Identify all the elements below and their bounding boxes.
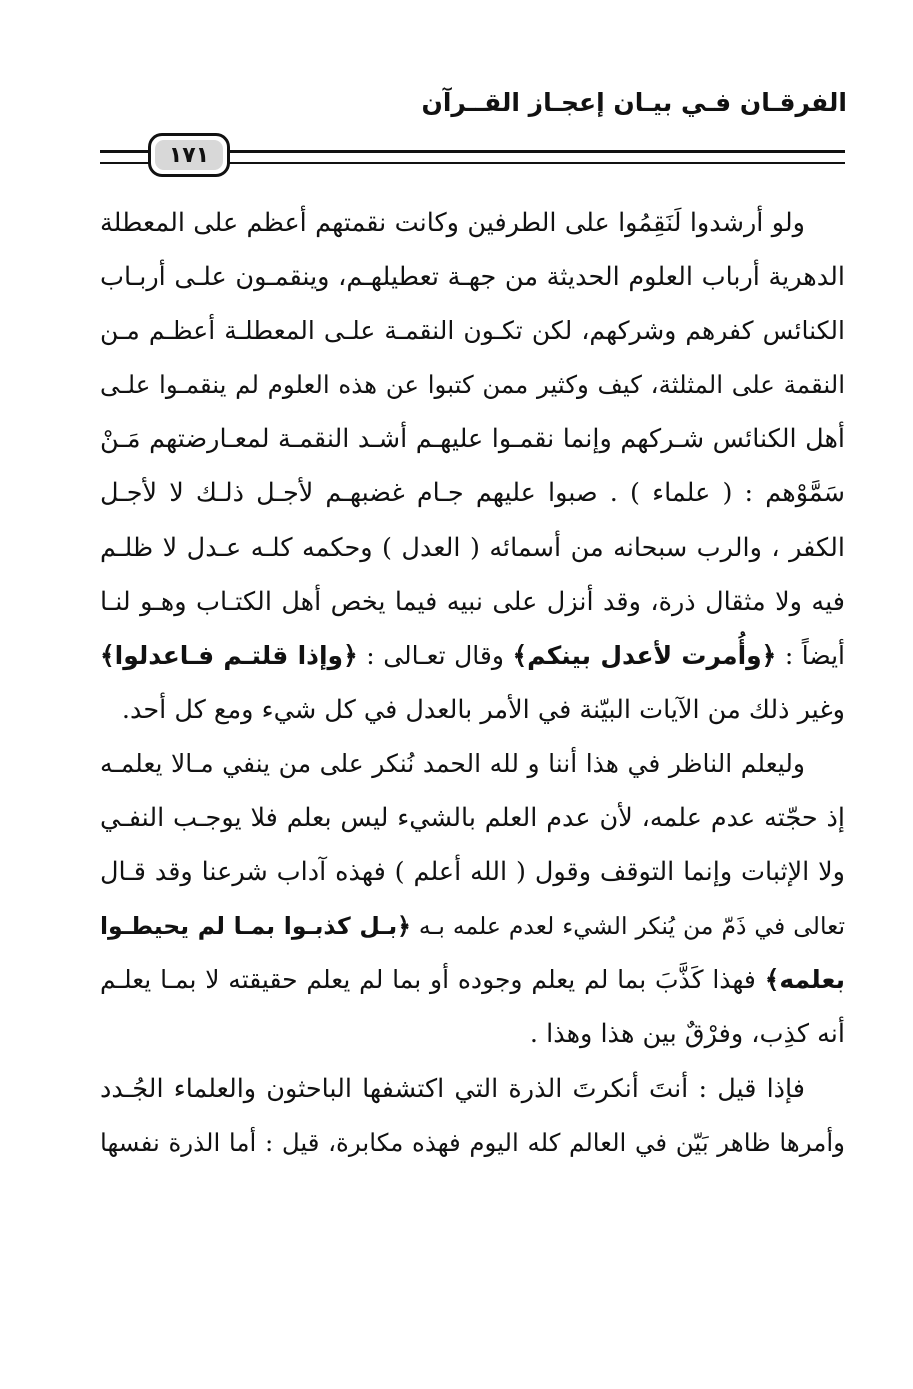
text-line	[100, 953, 845, 1007]
text-line: وأمرها ظاهر بَيّن في العالم كله اليوم فهذه مكابرة، قيل : أما الذرة نفسها	[100, 1127, 845, 1157]
text-segment: فهذا كَذَّبَ بما لم يعلم وجوده أو بما لم يعلم حقيقته لا بمـا يعلـم	[100, 965, 756, 995]
text-segment: أيضاً :	[784, 640, 845, 670]
quran-quote: بعلمه﴾	[764, 965, 845, 995]
text-line	[100, 629, 845, 683]
text-line: الكنائس كفرهم وشركهم، لكن تكـون النقمـة علـى المعطلـة أعظـم مـن	[100, 316, 845, 346]
text-line: فإذا قيل : أنتَ أنكرتَ الذرة التي اكتشفها الباحثون والعلماء الجُـدد	[100, 1073, 805, 1104]
text-segment: وقال تعـالى :	[366, 640, 504, 670]
text-line: إذ حجّته عدم علمه، لأن عدم العلم بالشيء ليس بعلم فلا يوجـب النفـي	[100, 803, 845, 834]
page-number-frame	[148, 133, 230, 177]
text-line: أهل الكنائس شـركهم وإنما نقمـوا عليهـم أشـد النقمـة لمعـارضتهم مَـنْ	[100, 424, 845, 455]
quran-quote: ﴿بـل كذبـوا بمـا لم يحيطـوا	[100, 912, 411, 941]
text-line: الدهرية أرباب العلوم الحديثة من جهـة تعطيلهـم، وينقمـون علـى أربـاب	[100, 262, 845, 293]
text-line: فيه ولا مثقال ذرة، وقد أنزل على نبيه فيما يخص أهل الكتـاب وهـو لنـا	[100, 586, 845, 617]
text-line: الكفر ، والرب سبحانه من أسمائه ( العدل ) وحكمه كلـه عـدل لا ظلـم	[100, 532, 845, 563]
text-line: أنه كذِب، وفرْقٌ بين هذا وهذا .	[529, 1019, 845, 1050]
text-line	[100, 899, 845, 953]
paragraph-1	[100, 196, 845, 737]
text-line: وغير ذلك من الآيات البيّنة في الأمر بالعدل في كل شيء ومع كل أحد.	[121, 694, 845, 725]
text-line: ولو أرشدوا لَنَقِمُوا على الطرفين وكانت نقمتهم أعظم على المعطلة	[100, 208, 805, 238]
paragraph-2	[100, 737, 845, 1062]
running-title: الفرقـان فـي بيـان إعجـاز القــرآن	[421, 88, 847, 117]
page-number: ١٧١	[155, 140, 223, 170]
paragraph-3	[100, 1062, 845, 1170]
text-segment: تعالى في ذَمّ من يُنكر الشيء لعدم علمه بـه	[418, 912, 845, 941]
body-text	[100, 196, 845, 1170]
quran-quote: ﴿وإذا قلتـم فـاعدلوا﴾	[100, 640, 358, 670]
text-line: ولا الإثبات وإنما التوقف وقول ( الله أعلم ) فهذه آداب شرعنا وقد قـال	[100, 857, 845, 888]
text-line: النقمة على المثلثة، كيف وكثير ممن كتبوا عن هذه العلوم لم ينقمـوا علـى	[100, 370, 845, 400]
text-line: وليعلم الناظر في هذا أننا و لله الحمد نُنكر على من ينفي مـالا يعلمـه	[100, 748, 805, 778]
quran-quote: ﴿وأُمرت لأعدل بينكم﴾	[512, 640, 777, 670]
text-line: سَمَّوْهم : ( علماء ) . صبوا عليهم جـام غضبهـم لأجـل ذلـك لا لأجـل	[100, 478, 845, 509]
